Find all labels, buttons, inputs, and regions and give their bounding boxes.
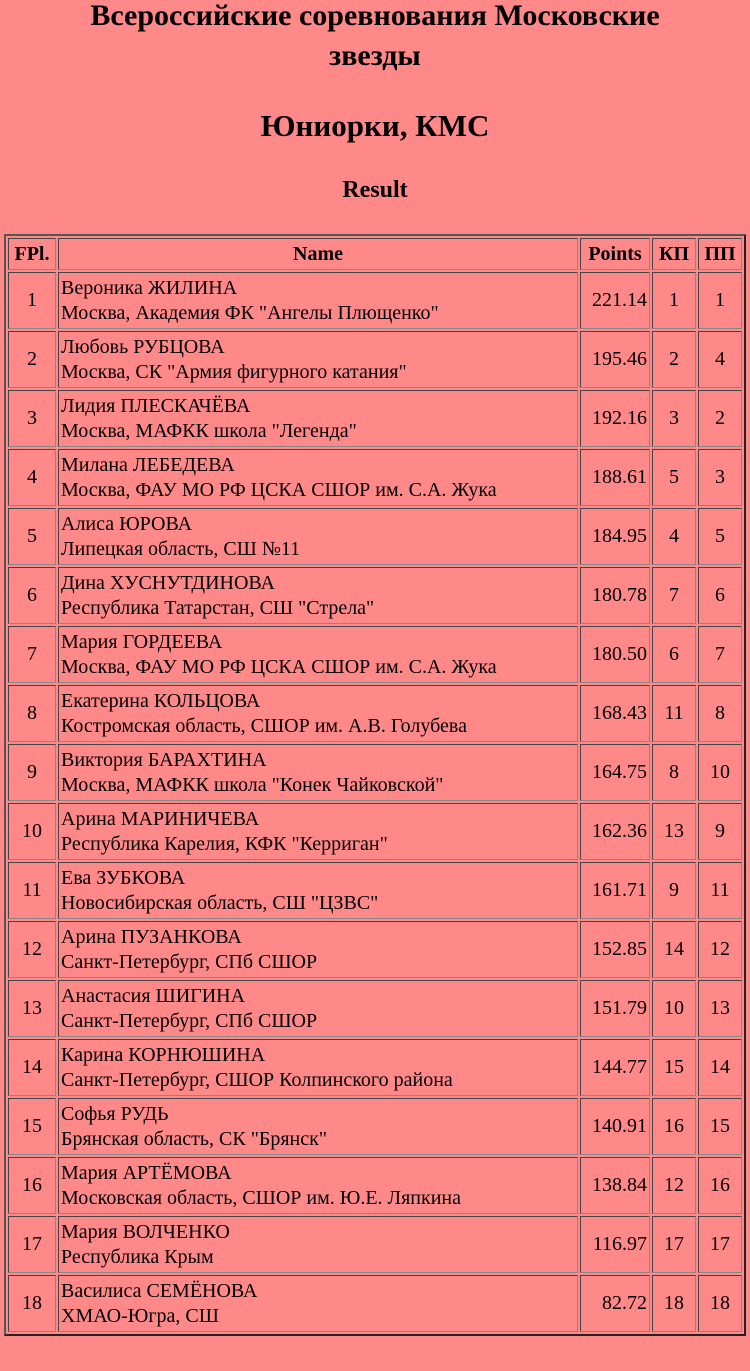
placement-cell: 3 xyxy=(8,390,56,447)
skater-name: Мария ВОЛЧЕНКО xyxy=(61,1220,230,1243)
free-skating-place-cell: 2 xyxy=(698,390,742,447)
placement-cell: 10 xyxy=(8,803,56,860)
skater-cell xyxy=(58,1275,578,1332)
skater-name: Алиса ЮРОВА xyxy=(61,512,193,535)
table-row xyxy=(8,685,742,742)
skater-club: Санкт-Петербург, СПб СШОР xyxy=(61,1009,318,1032)
skater-name: Анастасия ШИГИНА xyxy=(61,984,246,1007)
skater-club: Республика Татарстан, СШ "Стрела" xyxy=(61,596,375,619)
free-skating-place-cell: 14 xyxy=(698,1039,742,1096)
free-skating-place-cell: 17 xyxy=(698,1216,742,1273)
placement-cell: 14 xyxy=(8,1039,56,1096)
page-title-line2: звезды xyxy=(329,39,421,72)
skater-name: Арина ПУЗАНКОВА xyxy=(61,925,242,948)
short-program-place-cell: 8 xyxy=(652,744,696,801)
placement-cell: 6 xyxy=(8,567,56,624)
free-skating-place-cell: 4 xyxy=(698,331,742,388)
free-skating-place-cell: 11 xyxy=(698,862,742,919)
skater-cell xyxy=(58,1039,578,1096)
table-row xyxy=(8,862,742,919)
table-row xyxy=(8,1039,742,1096)
table-header-row xyxy=(8,238,742,270)
skater-club: Санкт-Петербург, СПб СШОР xyxy=(61,950,318,973)
free-skating-place-cell: 12 xyxy=(698,921,742,978)
short-program-place-cell: 4 xyxy=(652,508,696,565)
skater-cell xyxy=(58,1216,578,1273)
free-skating-place-cell: 6 xyxy=(698,567,742,624)
header-name: Name xyxy=(58,238,578,270)
points-cell: 188.61 xyxy=(580,449,650,506)
segment-title: Result xyxy=(342,177,408,203)
skater-club: Москва, ФАУ МО РФ ЦСКА СШОР им. С.А. Жука xyxy=(61,478,497,501)
skater-club: Москва, Академия ФК "Ангелы Плющенко" xyxy=(61,301,439,324)
table-row xyxy=(8,567,742,624)
placement-cell: 16 xyxy=(8,1157,56,1214)
placement-cell: 7 xyxy=(8,626,56,683)
short-program-place-cell: 10 xyxy=(652,980,696,1037)
skater-name: Виктория БАРАХТИНА xyxy=(61,748,267,771)
free-skating-place-cell: 9 xyxy=(698,803,742,860)
header-fs: ПП xyxy=(698,238,742,270)
skater-cell xyxy=(58,272,578,329)
skater-cell xyxy=(58,921,578,978)
table-row xyxy=(8,272,742,329)
short-program-place-cell: 12 xyxy=(652,1157,696,1214)
skater-name: Мария ГОРДЕЕВА xyxy=(61,630,223,653)
short-program-place-cell: 9 xyxy=(652,862,696,919)
points-cell: 164.75 xyxy=(580,744,650,801)
placement-cell: 13 xyxy=(8,980,56,1037)
table-row xyxy=(8,803,742,860)
points-cell: 195.46 xyxy=(580,331,650,388)
placement-cell: 9 xyxy=(8,744,56,801)
short-program-place-cell: 6 xyxy=(652,626,696,683)
points-cell: 168.43 xyxy=(580,685,650,742)
skater-club: Новосибирская область, СШ "ЦЗВС" xyxy=(61,891,379,914)
short-program-place-cell: 16 xyxy=(652,1098,696,1155)
points-cell: 221.14 xyxy=(580,272,650,329)
short-program-place-cell: 2 xyxy=(652,331,696,388)
points-cell: 180.50 xyxy=(580,626,650,683)
table-row xyxy=(8,980,742,1037)
skater-club: ХМАО-Югра, СШ xyxy=(61,1304,219,1327)
skater-club: Костромская область, СШОР им. А.В. Голубева xyxy=(61,714,467,737)
skater-club: Брянская область, СК "Брянск" xyxy=(61,1127,328,1150)
points-cell: 184.95 xyxy=(580,508,650,565)
skater-name: Лидия ПЛЕСКАЧЁВА xyxy=(61,394,251,417)
category-title: Юниорки, КМС xyxy=(260,108,490,143)
free-skating-place-cell: 15 xyxy=(698,1098,742,1155)
free-skating-place-cell: 18 xyxy=(698,1275,742,1332)
points-cell: 138.84 xyxy=(580,1157,650,1214)
short-program-place-cell: 18 xyxy=(652,1275,696,1332)
free-skating-place-cell: 13 xyxy=(698,980,742,1037)
points-cell: 162.36 xyxy=(580,803,650,860)
skater-club: Санкт-Петербург, СШОР Колпинского района xyxy=(61,1068,453,1091)
short-program-place-cell: 3 xyxy=(652,390,696,447)
skater-name: Вероника ЖИЛИНА xyxy=(61,276,238,299)
skater-name: Василиса СЕМЁНОВА xyxy=(61,1279,258,1302)
skater-name: Мария АРТЁМОВА xyxy=(61,1161,232,1184)
page-title-line1: Всероссийские соревнования Московские xyxy=(90,0,660,32)
skater-name: Карина КОРНЮШИНА xyxy=(61,1043,266,1066)
short-program-place-cell: 17 xyxy=(652,1216,696,1273)
table-row xyxy=(8,1216,742,1273)
placement-cell: 5 xyxy=(8,508,56,565)
skater-cell xyxy=(58,803,578,860)
table-row xyxy=(8,921,742,978)
points-cell: 151.79 xyxy=(580,980,650,1037)
table-row xyxy=(8,1275,742,1332)
placement-cell: 15 xyxy=(8,1098,56,1155)
short-program-place-cell: 11 xyxy=(652,685,696,742)
header-sp: КП xyxy=(652,238,696,270)
points-cell: 144.77 xyxy=(580,1039,650,1096)
skater-club: Москва, МАФКК школа "Легенда" xyxy=(61,419,357,442)
points-cell: 140.91 xyxy=(580,1098,650,1155)
results-table xyxy=(4,234,746,1336)
skater-club: Москва, МАФКК школа "Конек Чайковской" xyxy=(61,773,444,796)
placement-cell: 11 xyxy=(8,862,56,919)
free-skating-place-cell: 3 xyxy=(698,449,742,506)
points-cell: 152.85 xyxy=(580,921,650,978)
placement-cell: 2 xyxy=(8,331,56,388)
skater-club: Республика Карелия, КФК "Керриган" xyxy=(61,832,388,855)
skater-club: Республика Крым xyxy=(61,1245,214,1268)
short-program-place-cell: 13 xyxy=(652,803,696,860)
placement-cell: 1 xyxy=(8,272,56,329)
table-row xyxy=(8,1157,742,1214)
placement-cell: 8 xyxy=(8,685,56,742)
skater-name: Софья РУДЬ xyxy=(61,1102,169,1125)
short-program-place-cell: 7 xyxy=(652,567,696,624)
free-skating-place-cell: 5 xyxy=(698,508,742,565)
placement-cell: 12 xyxy=(8,921,56,978)
skater-name: Дина ХУСНУТДИНОВА xyxy=(61,571,275,594)
skater-cell xyxy=(58,1157,578,1214)
skater-cell xyxy=(58,980,578,1037)
placement-cell: 4 xyxy=(8,449,56,506)
short-program-place-cell: 14 xyxy=(652,921,696,978)
skater-cell xyxy=(58,862,578,919)
skater-cell xyxy=(58,390,578,447)
free-skating-place-cell: 1 xyxy=(698,272,742,329)
skater-cell xyxy=(58,331,578,388)
short-program-place-cell: 5 xyxy=(652,449,696,506)
skater-cell xyxy=(58,449,578,506)
header-points: Points xyxy=(580,238,650,270)
free-skating-place-cell: 7 xyxy=(698,626,742,683)
header-fpl: FPl. xyxy=(8,238,56,270)
table-row xyxy=(8,449,742,506)
skater-name: Ева ЗУБКОВА xyxy=(61,866,186,889)
table-row xyxy=(8,331,742,388)
table-row xyxy=(8,626,742,683)
points-cell: 82.72 xyxy=(580,1275,650,1332)
skater-club: Москва, СК "Армия фигурного катания" xyxy=(61,360,407,383)
results-body xyxy=(8,272,742,1332)
table-row xyxy=(8,1098,742,1155)
placement-cell: 17 xyxy=(8,1216,56,1273)
short-program-place-cell: 1 xyxy=(652,272,696,329)
table-row xyxy=(8,390,742,447)
skater-cell xyxy=(58,508,578,565)
short-program-place-cell: 15 xyxy=(652,1039,696,1096)
skater-cell xyxy=(58,744,578,801)
table-row xyxy=(8,744,742,801)
page-title xyxy=(0,0,750,76)
skater-name: Екатерина КОЛЬЦОВА xyxy=(61,689,261,712)
free-skating-place-cell: 8 xyxy=(698,685,742,742)
skater-club: Москва, ФАУ МО РФ ЦСКА СШОР им. С.А. Жука xyxy=(61,655,497,678)
free-skating-place-cell: 16 xyxy=(698,1157,742,1214)
skater-name: Любовь РУБЦОВА xyxy=(61,335,225,358)
skater-name: Милана ЛЕБЕДЕВА xyxy=(61,453,235,476)
skater-cell xyxy=(58,567,578,624)
skater-club: Липецкая область, СШ №11 xyxy=(61,537,301,560)
skater-name: Арина МАРИНИЧЕВА xyxy=(61,807,260,830)
placement-cell: 18 xyxy=(8,1275,56,1332)
points-cell: 192.16 xyxy=(580,390,650,447)
points-cell: 161.71 xyxy=(580,862,650,919)
skater-cell xyxy=(58,685,578,742)
skater-cell xyxy=(58,626,578,683)
free-skating-place-cell: 10 xyxy=(698,744,742,801)
points-cell: 116.97 xyxy=(580,1216,650,1273)
skater-cell xyxy=(58,1098,578,1155)
table-row xyxy=(8,508,742,565)
skater-club: Московская область, СШОР им. Ю.Е. Ляпкина xyxy=(61,1186,462,1209)
points-cell: 180.78 xyxy=(580,567,650,624)
